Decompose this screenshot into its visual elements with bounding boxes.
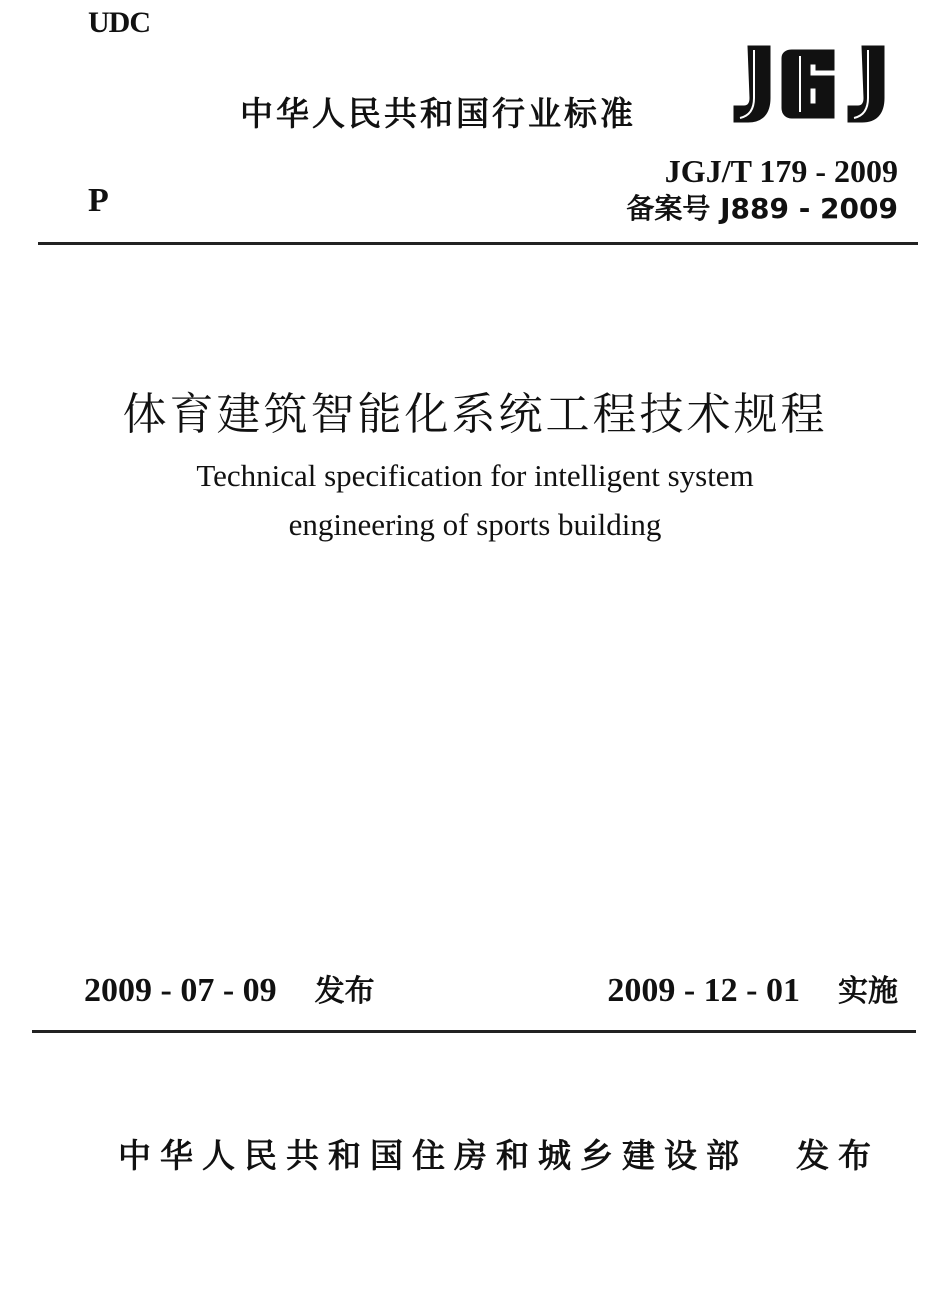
issue-date-row: [84, 966, 375, 1010]
chinese-title: 体育建筑智能化系统工程技术规程: [122, 389, 828, 440]
issue-date: 2009 - 07 - 09: [84, 972, 277, 1009]
issue-label: 发布: [314, 974, 375, 1009]
standard-number: JGJ/T 179 - 2009: [664, 153, 898, 189]
english-title-line1: Technical specification for intelligent system: [196, 458, 754, 493]
udc-label: UDC: [88, 6, 150, 39]
effective-label: 实施: [838, 974, 898, 1009]
record-number: 备案号 J889 - 2009: [626, 192, 898, 225]
effective-date: 2009 - 12 - 01: [607, 972, 800, 1009]
english-title-line2: engineering of sports building: [288, 507, 662, 542]
publish-label: 发布: [796, 1136, 880, 1175]
publisher-name: 中华人民共和国住房和城乡建设部: [118, 1136, 748, 1175]
standard-number-block: [626, 152, 898, 228]
classification-code: P: [88, 182, 109, 219]
publisher-line: [118, 1130, 880, 1177]
top-divider: [38, 242, 918, 245]
jgj-logo: [730, 40, 902, 126]
bottom-divider: [32, 1030, 916, 1033]
standard-type: 中华人民共和国行业标准: [240, 94, 636, 133]
effective-date-row: [607, 966, 898, 1010]
